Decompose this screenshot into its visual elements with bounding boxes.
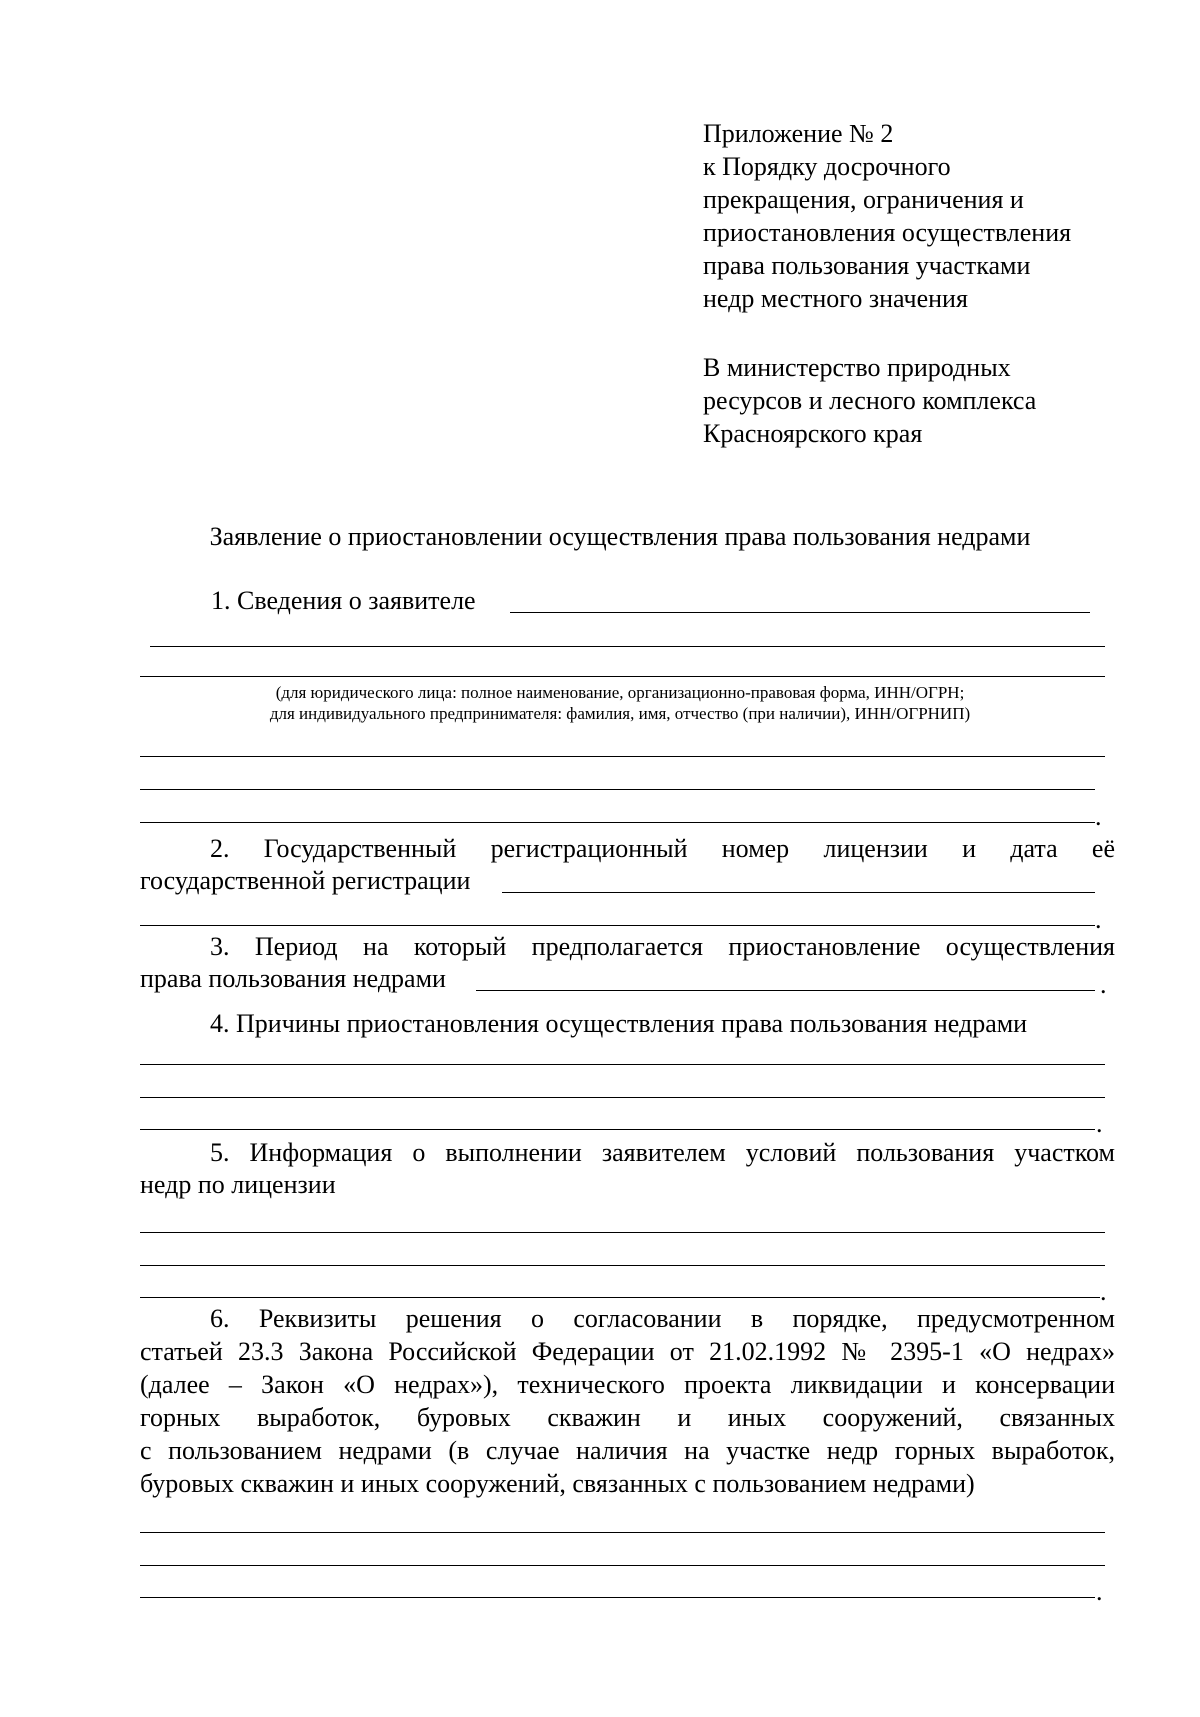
section6-text-line: (далее – Закон «О недрах»), технического проекта ликвидации и консервации	[140, 1370, 1115, 1399]
appendix-line: прекращения, ограничения и	[703, 185, 1024, 214]
addressee-block	[703, 351, 1143, 450]
line-end-period: .	[1096, 1109, 1103, 1138]
section6-text-line: буровых скважин и иных сооружений, связанных с пользованием недрами)	[140, 1469, 975, 1498]
section1-input-line[interactable]	[140, 789, 1095, 790]
section1-input-line[interactable]	[140, 756, 1105, 757]
section6-text-line: 6. Реквизиты решения о согласовании в порядке, предусмотренном	[210, 1304, 1115, 1333]
section6-input-line[interactable]	[140, 1597, 1095, 1598]
section6-text-line: статьей 23.3 Закона Российской Федерации от 21.02.1992 № 2395-1 «О недрах»	[140, 1337, 1115, 1366]
line-end-period: .	[1100, 1277, 1107, 1306]
section1-hint: для индивидуального предпринимателя: фамилия, имя, отчество (при наличии), ИНН/ОГРНИП)	[269, 704, 971, 723]
line-end-period: .	[1100, 970, 1107, 999]
addressee-line: В министерство природных	[703, 353, 1011, 382]
appendix-line: приостановления осуществления	[703, 218, 1072, 247]
section4-label: 4. Причины приостановления осуществления права пользования недрами	[210, 1009, 1028, 1038]
appendix-line: права пользования участками	[703, 251, 1031, 280]
section1-label: 1. Сведения о заявителе	[211, 586, 476, 615]
document-title: Заявление о приостановлении осуществления права пользования недрами	[209, 522, 1031, 551]
section5-input-line[interactable]	[140, 1232, 1105, 1233]
section1-input-line[interactable]	[140, 822, 1095, 823]
section5-text-line1: 5. Информация о выполнении заявителем условий пользования участком	[210, 1138, 1115, 1167]
line-end-period: .	[1095, 905, 1102, 934]
section5-text-line2: недр по лицензии	[140, 1170, 336, 1199]
section1-input-line[interactable]	[140, 676, 1105, 677]
section4-input-line[interactable]	[140, 1129, 1095, 1130]
section6-text-line: горных выработок, буровых скважин и иных сооружений, связанных	[140, 1403, 1115, 1432]
section3-text-line1: 3. Период на который предполагается приостановление осуществления	[210, 932, 1115, 961]
section5-input-line[interactable]	[140, 1265, 1105, 1266]
appendix-reference	[703, 117, 1143, 315]
section1-hint: (для юридического лица: полное наименование, организационно-правовая форма, ИНН/ОГРН;	[275, 683, 965, 702]
line-end-period: .	[1096, 1577, 1103, 1606]
section2-input-line[interactable]	[502, 892, 1095, 893]
addressee-line: Красноярского края	[703, 419, 923, 448]
line-end-period: .	[1095, 802, 1102, 831]
section2-text-line1: 2. Государственный регистрационный номер лицензии и дата её	[210, 834, 1115, 863]
section3-input-line[interactable]	[476, 990, 1095, 991]
appendix-line: Приложение № 2	[703, 119, 894, 148]
appendix-line: к Порядку досрочного	[703, 152, 951, 181]
addressee-line: ресурсов и лесного комплекса	[703, 386, 1037, 415]
section4-input-line[interactable]	[140, 1064, 1105, 1065]
section6-input-line[interactable]	[140, 1532, 1105, 1533]
section3-text-line2: права пользования недрами	[140, 964, 446, 993]
section6-input-line[interactable]	[140, 1565, 1105, 1566]
section1-input-line[interactable]	[150, 646, 1105, 647]
section5-input-line[interactable]	[140, 1297, 1100, 1298]
section6-text-line: с пользованием недрами (в случае наличия на участке недр горных выработок,	[140, 1436, 1115, 1465]
section1-input-line[interactable]	[510, 612, 1090, 613]
section2-text-line2: государственной регистрации	[140, 866, 471, 895]
appendix-line: недр местного значения	[703, 284, 968, 313]
section4-input-line[interactable]	[140, 1097, 1105, 1098]
section2-input-line[interactable]	[140, 925, 1095, 926]
